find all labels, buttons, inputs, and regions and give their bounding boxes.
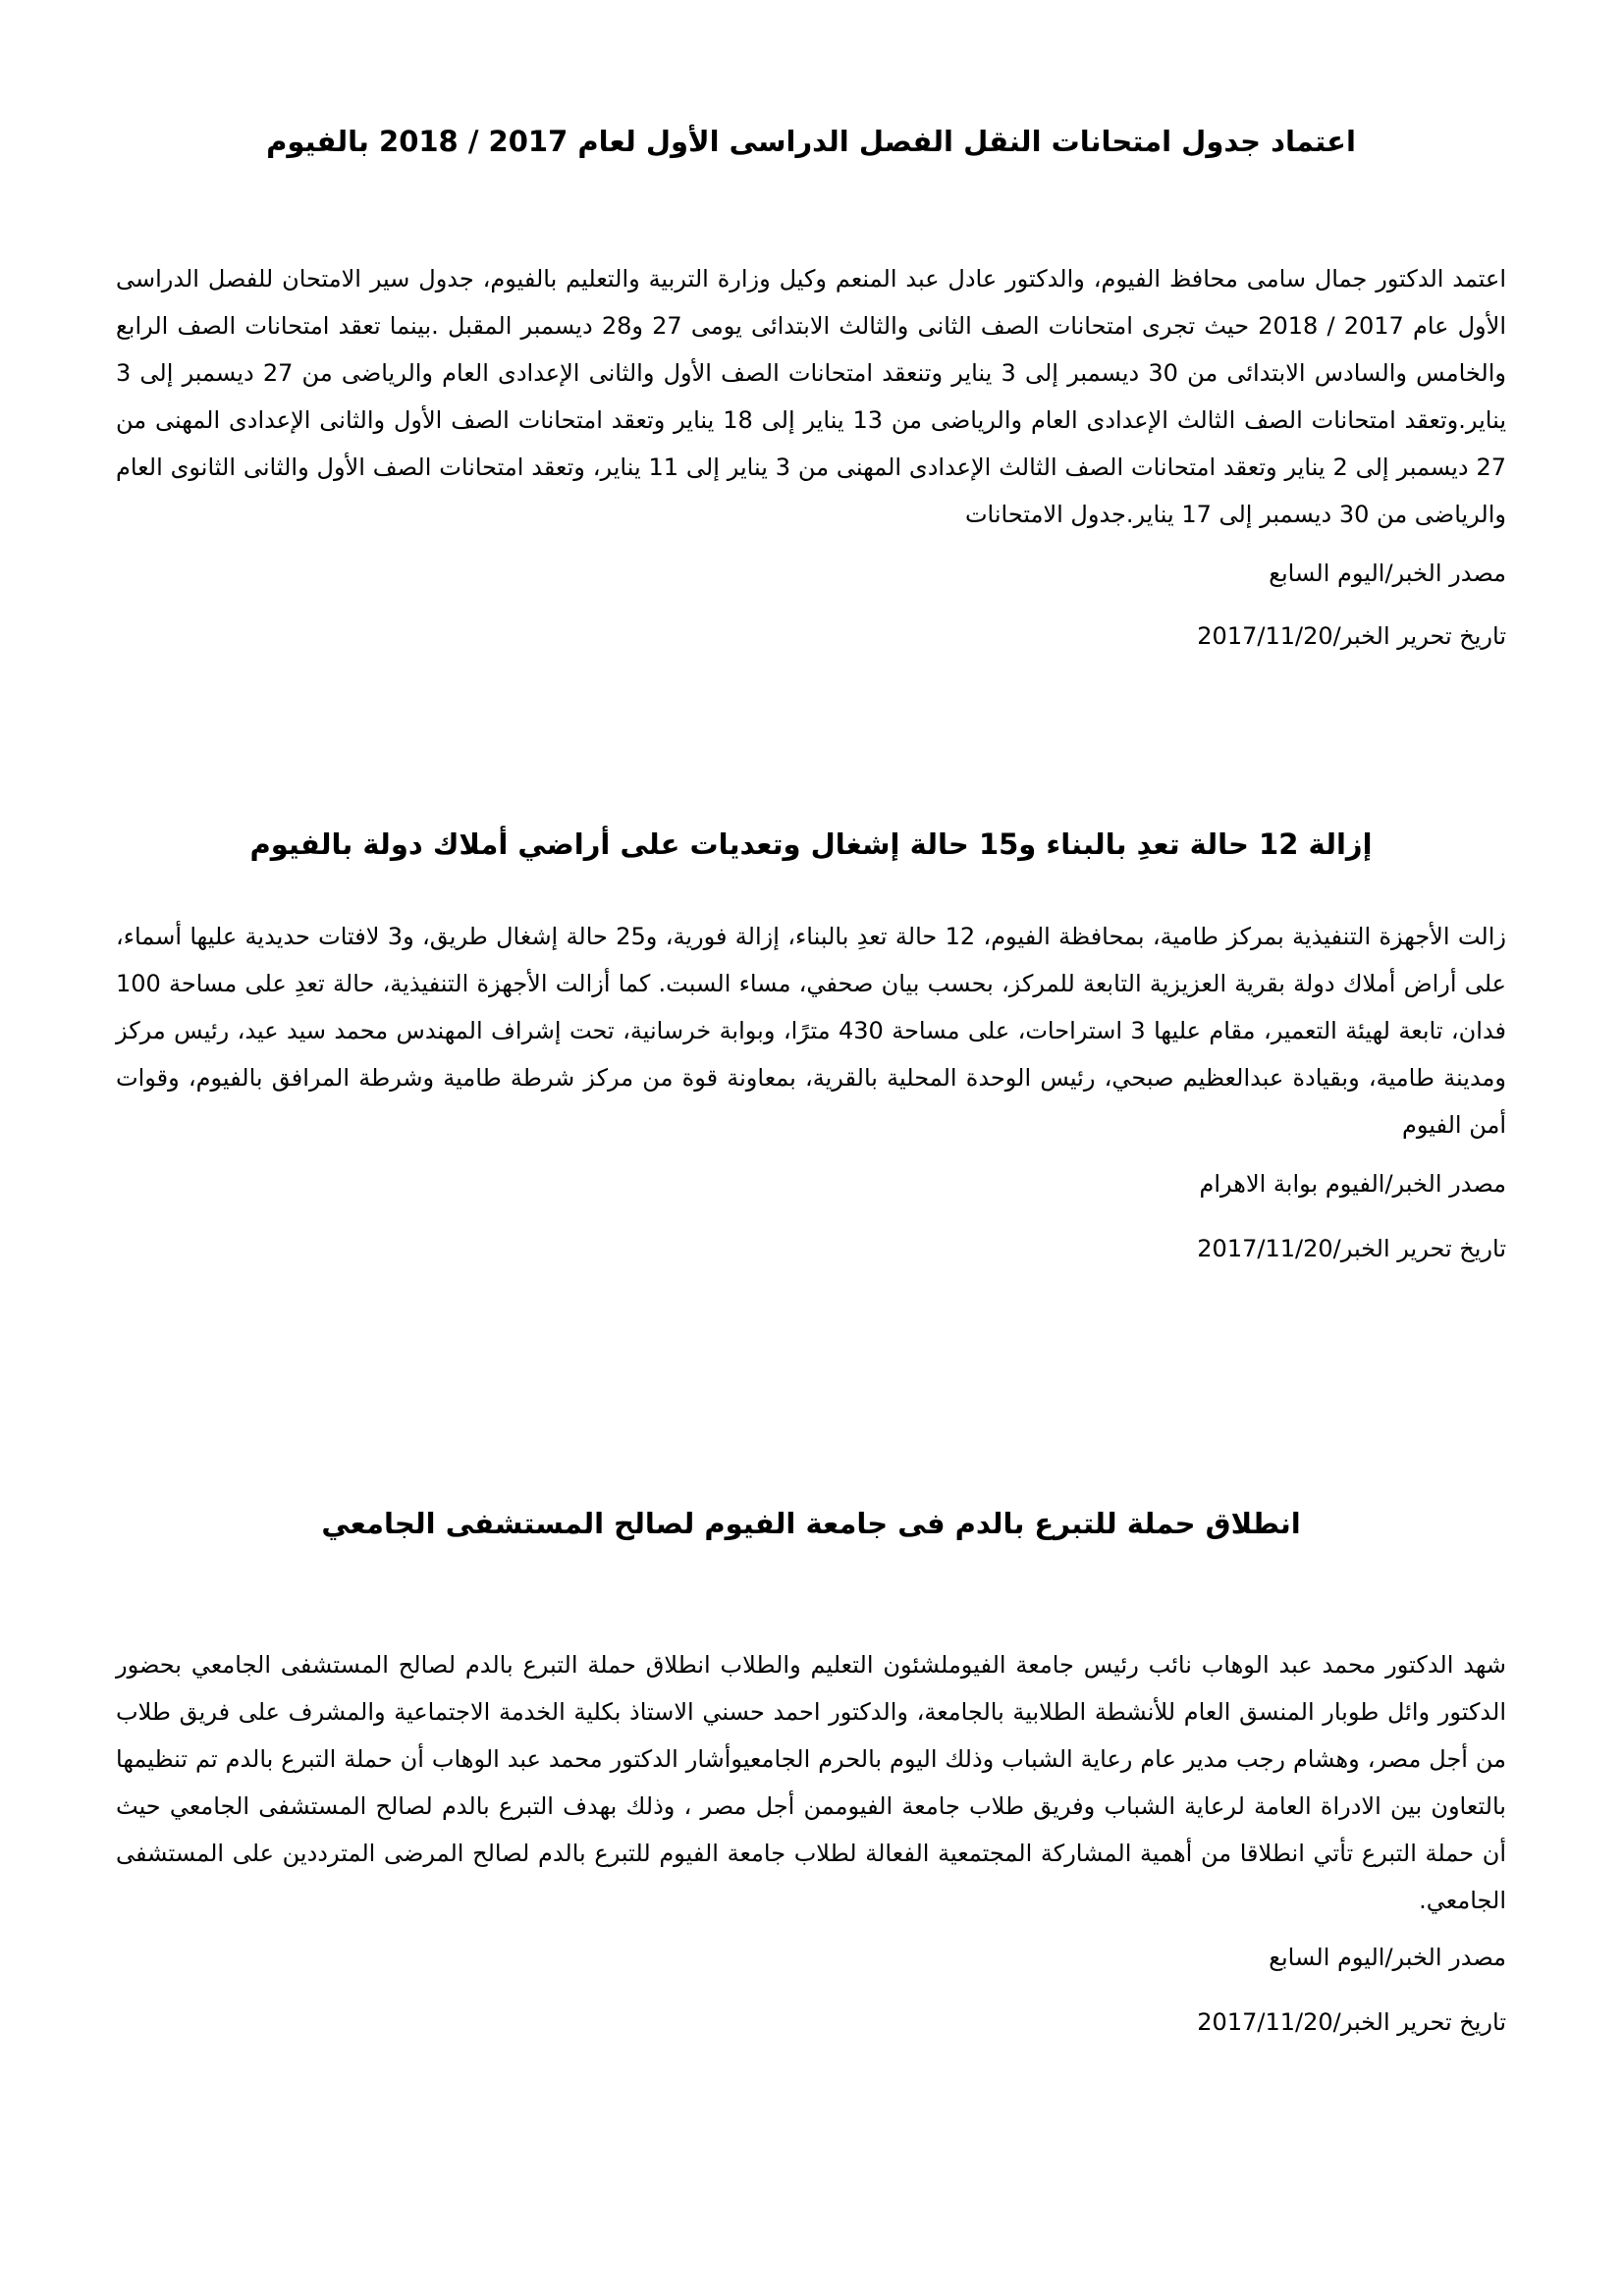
article-body: شهد الدكتور محمد عبد الوهاب نائب رئيس جامعة الفيوملشئون التعليم والطلاب انطلاق حملة التبرع بالدم لصالح المستشفى الجامعي بحضور الدكتور وائل طوبار المنسق العام للأنشطة الطلابية بالجامعة، والدكتور احمد حسني الاستاذ بكلية الخدمة الاجتماعية والمشرف على فريق طلاب من أجل مصر، وهشام رجب مدير عام رعاية الشباب وذلك اليوم بالحرم الجامعيوأشار الدكتور محمد عبد الوهاب أن حملة التبرع بالدم تم تنظيمها بالتعاون بين الادراة العامة لرعاية الشباب وفريق طلاب جامعة الفيوممن أجل مصر ، وذلك بهدف التبرع بالدم لصالح المستشفى الجامعي حيث أن حملة التبرع تأتي انطلاقا من أهمية المشاركة المجتمعية الفعالة لطلاب جامعة الفيوم للتبرع بالدم لصالح المرضى المترددين على المستشفى الجامعي. <box>116 1651 1506 1914</box>
article-source: مصدر الخبر/اليوم السابع <box>1269 560 1506 587</box>
article-source: مصدر الخبر/الفيوم بوابة الاهرام <box>1199 1170 1506 1198</box>
article-date: تاريخ تحرير الخبر/2017/11/20 <box>1197 622 1506 650</box>
article-body: زالت الأجهزة التنفيذية بمركز طامية، بمحافظة الفيوم، 12 حالة تعدِ بالبناء، إزالة فورية، و25 حالة إشغال طريق، و3 لافتات حديدية عليها أسماء، على أراض أملاك دولة بقرية العزيزية التابعة للمركز، بحسب بيان صحفي، مساء السبت. كما أزالت الأجهزة التنفيذية، حالة تعدِ على مساحة 100 فدان، تابعة لهيئة التعمير، مقام عليها 3 استراحات، على مساحة 430 مترًا، وبوابة خرسانية، تحت إشراف المهندس محمد سيد عيد، رئيس مركز ومدينة طامية، وبقيادة عبدالعظيم صبحي، رئيس الوحدة المحلية بالقرية، بمعاونة قوة من مركز شرطة طامية وشرطة المرافق بالفيوم، وقوات أمن الفيوم <box>116 923 1507 1139</box>
news-article <box>116 823 1506 1268</box>
article-body: اعتمد الدكتور جمال سامى محافظ الفيوم، والدكتور عادل عبد المنعم وكيل وزارة التربية والتعليم بالفيوم، جدول سير الامتحان للفصل الدراسى الأول عام 2017 / 2018 حيث تجرى امتحانات الصف الثانى والثالث الابتدائى يومى 27 و28 ديسمبر المقبل .بينما تعقد امتحانات الصف الرابع والخامس والسادس الابتدائى من 30 ديسمبر إلى 3 يناير وتنعقد امتحانات الصف الأول والثانى الإعدادى العام والرياضى من 27 ديسمبر إلى 3 يناير.وتعقد امتحانات الصف الثالث الإعدادى العام والرياضى من 13 يناير إلى 18 يناير وتعقد امتحانات الصف الأول والثانى الإعدادى المهنى من 27 ديسمبر إلى 2 يناير وتعقد امتحانات الصف الثالث الإعدادى المهنى من 3 يناير إلى 11 يناير، وتعقد امتحانات الصف الأول والثانى الثانوى العام والرياضى من 30 ديسمبر إلى 17 يناير.جدول الامتحانات <box>116 265 1507 528</box>
article-date: تاريخ تحرير الخبر/2017/11/20 <box>1197 2008 1506 2036</box>
article-title: اعتماد جدول امتحانات النقل الفصل الدراسى الأول لعام 2017 / 2018 بالفيوم <box>266 125 1356 158</box>
article-source: مصدر الخبر/اليوم السابع <box>1269 1944 1506 1971</box>
article-date: تاريخ تحرير الخبر/2017/11/20 <box>1197 1235 1506 1262</box>
article-title: إزالة 12 حالة تعدِ بالبناء و15 حالة إشغال وتعديات على أراضي أملاك دولة بالفيوم <box>249 828 1373 861</box>
article-title: انطلاق حملة للتبرع بالدم فى جامعة الفيوم لصالح المستشفى الجامعي <box>321 1507 1301 1540</box>
news-article <box>116 1502 1506 2042</box>
news-article <box>116 120 1506 656</box>
